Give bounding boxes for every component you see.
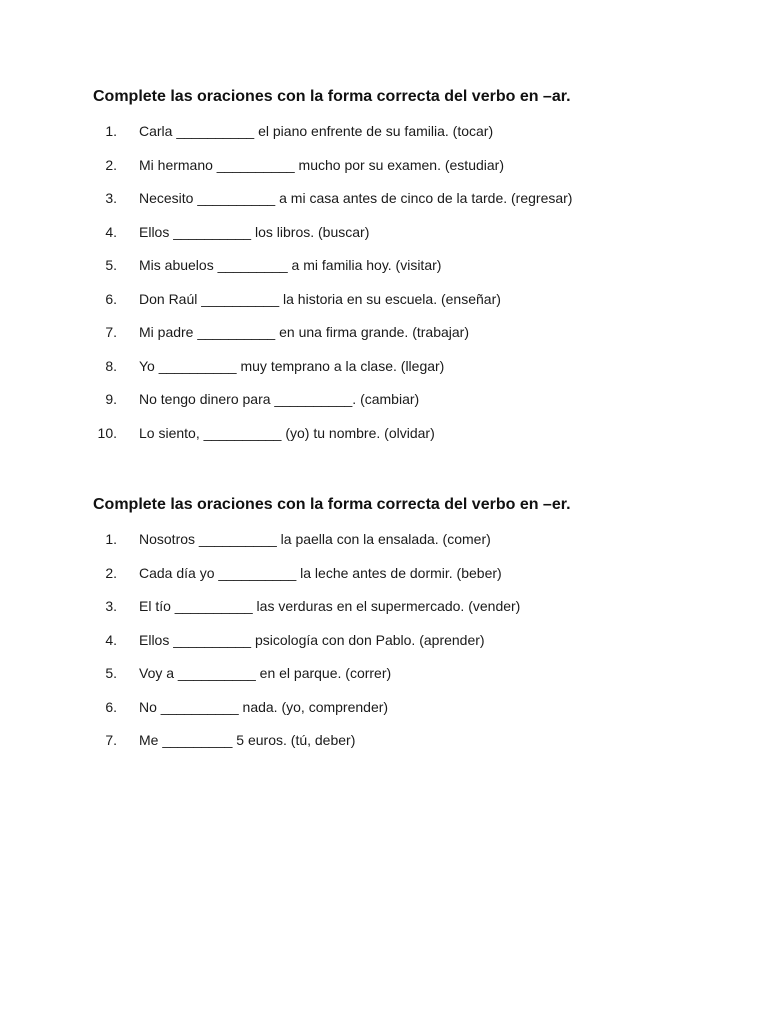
exercise-item — [93, 564, 733, 598]
item-number: 4. — [105, 223, 117, 240]
item-number: 5. — [105, 665, 117, 681]
exercise-item — [93, 664, 733, 698]
item-number: 1. — [105, 531, 117, 547]
item-sentence: No tengo dinero para __________. (cambiar) — [139, 391, 420, 407]
item-sentence: Mis abuelos _________ a mi familia hoy. (visitar) — [139, 257, 442, 273]
item-sentence: Me _________ 5 euros. (tú, deber) — [139, 732, 356, 748]
exercise-item — [93, 223, 733, 257]
item-number: 3. — [105, 190, 117, 206]
item-sentence: Mi hermano __________ mucho por su examen. (estudiar) — [139, 156, 504, 173]
item-number: 2. — [105, 156, 117, 173]
item-number: 5. — [105, 257, 117, 273]
item-sentence: Mi padre __________ en una firma grande. (trabajar) — [139, 324, 469, 340]
item-number: 6. — [105, 698, 117, 715]
exercise-item — [93, 256, 733, 290]
exercise-item — [93, 290, 733, 324]
item-number: 4. — [105, 631, 117, 648]
item-number: 2. — [105, 564, 117, 581]
section-heading: Complete las oraciones con la forma correcta del verbo en –er. — [93, 496, 571, 513]
item-sentence: El tío __________ las verduras en el supermercado. (vender) — [139, 598, 521, 614]
item-sentence: Don Raúl __________ la historia en su escuela. (enseñar) — [139, 290, 501, 307]
item-sentence: Ellos __________ psicología con don Pablo. (aprender) — [139, 631, 485, 648]
exercise-item — [93, 530, 733, 564]
exercise-item — [93, 731, 733, 765]
item-sentence: Cada día yo __________ la leche antes de dormir. (beber) — [139, 564, 502, 581]
item-number: 9. — [105, 391, 117, 407]
exercise-item — [93, 698, 733, 732]
item-number: 7. — [105, 732, 117, 748]
exercise-item — [93, 156, 733, 190]
item-number: 8. — [105, 357, 117, 374]
exercise-item — [93, 189, 733, 223]
exercise-item — [93, 631, 733, 665]
exercise-item — [93, 390, 733, 424]
item-sentence: Yo __________ muy temprano a la clase. (llegar) — [139, 357, 445, 374]
exercise-item — [93, 424, 733, 458]
exercise-item — [93, 323, 733, 357]
item-sentence: No __________ nada. (yo, comprender) — [139, 698, 389, 715]
item-sentence: Nosotros __________ la paella con la ensalada. (comer) — [139, 531, 491, 547]
exercise-list — [93, 530, 733, 765]
item-number: 10. — [97, 424, 117, 441]
item-number: 6. — [105, 290, 117, 307]
item-number: 3. — [105, 598, 117, 614]
item-sentence: Voy a __________ en el parque. (correr) — [139, 665, 392, 681]
exercise-item — [93, 357, 733, 391]
exercise-list — [93, 122, 733, 457]
exercise-item — [93, 597, 733, 631]
item-sentence: Carla __________ el piano enfrente de su familia. (tocar) — [139, 123, 494, 139]
section-heading: Complete las oraciones con la forma correcta del verbo en –ar. — [93, 88, 571, 105]
er-verbs-section — [93, 494, 733, 765]
ar-verbs-section — [93, 86, 733, 457]
item-sentence: Necesito __________ a mi casa antes de cinco de la tarde. (regresar) — [139, 190, 573, 206]
exercise-item — [93, 122, 733, 156]
item-sentence: Lo siento, __________ (yo) tu nombre. (olvidar) — [139, 424, 435, 441]
item-sentence: Ellos __________ los libros. (buscar) — [139, 223, 370, 240]
item-number: 1. — [105, 123, 117, 139]
item-number: 7. — [105, 324, 117, 340]
